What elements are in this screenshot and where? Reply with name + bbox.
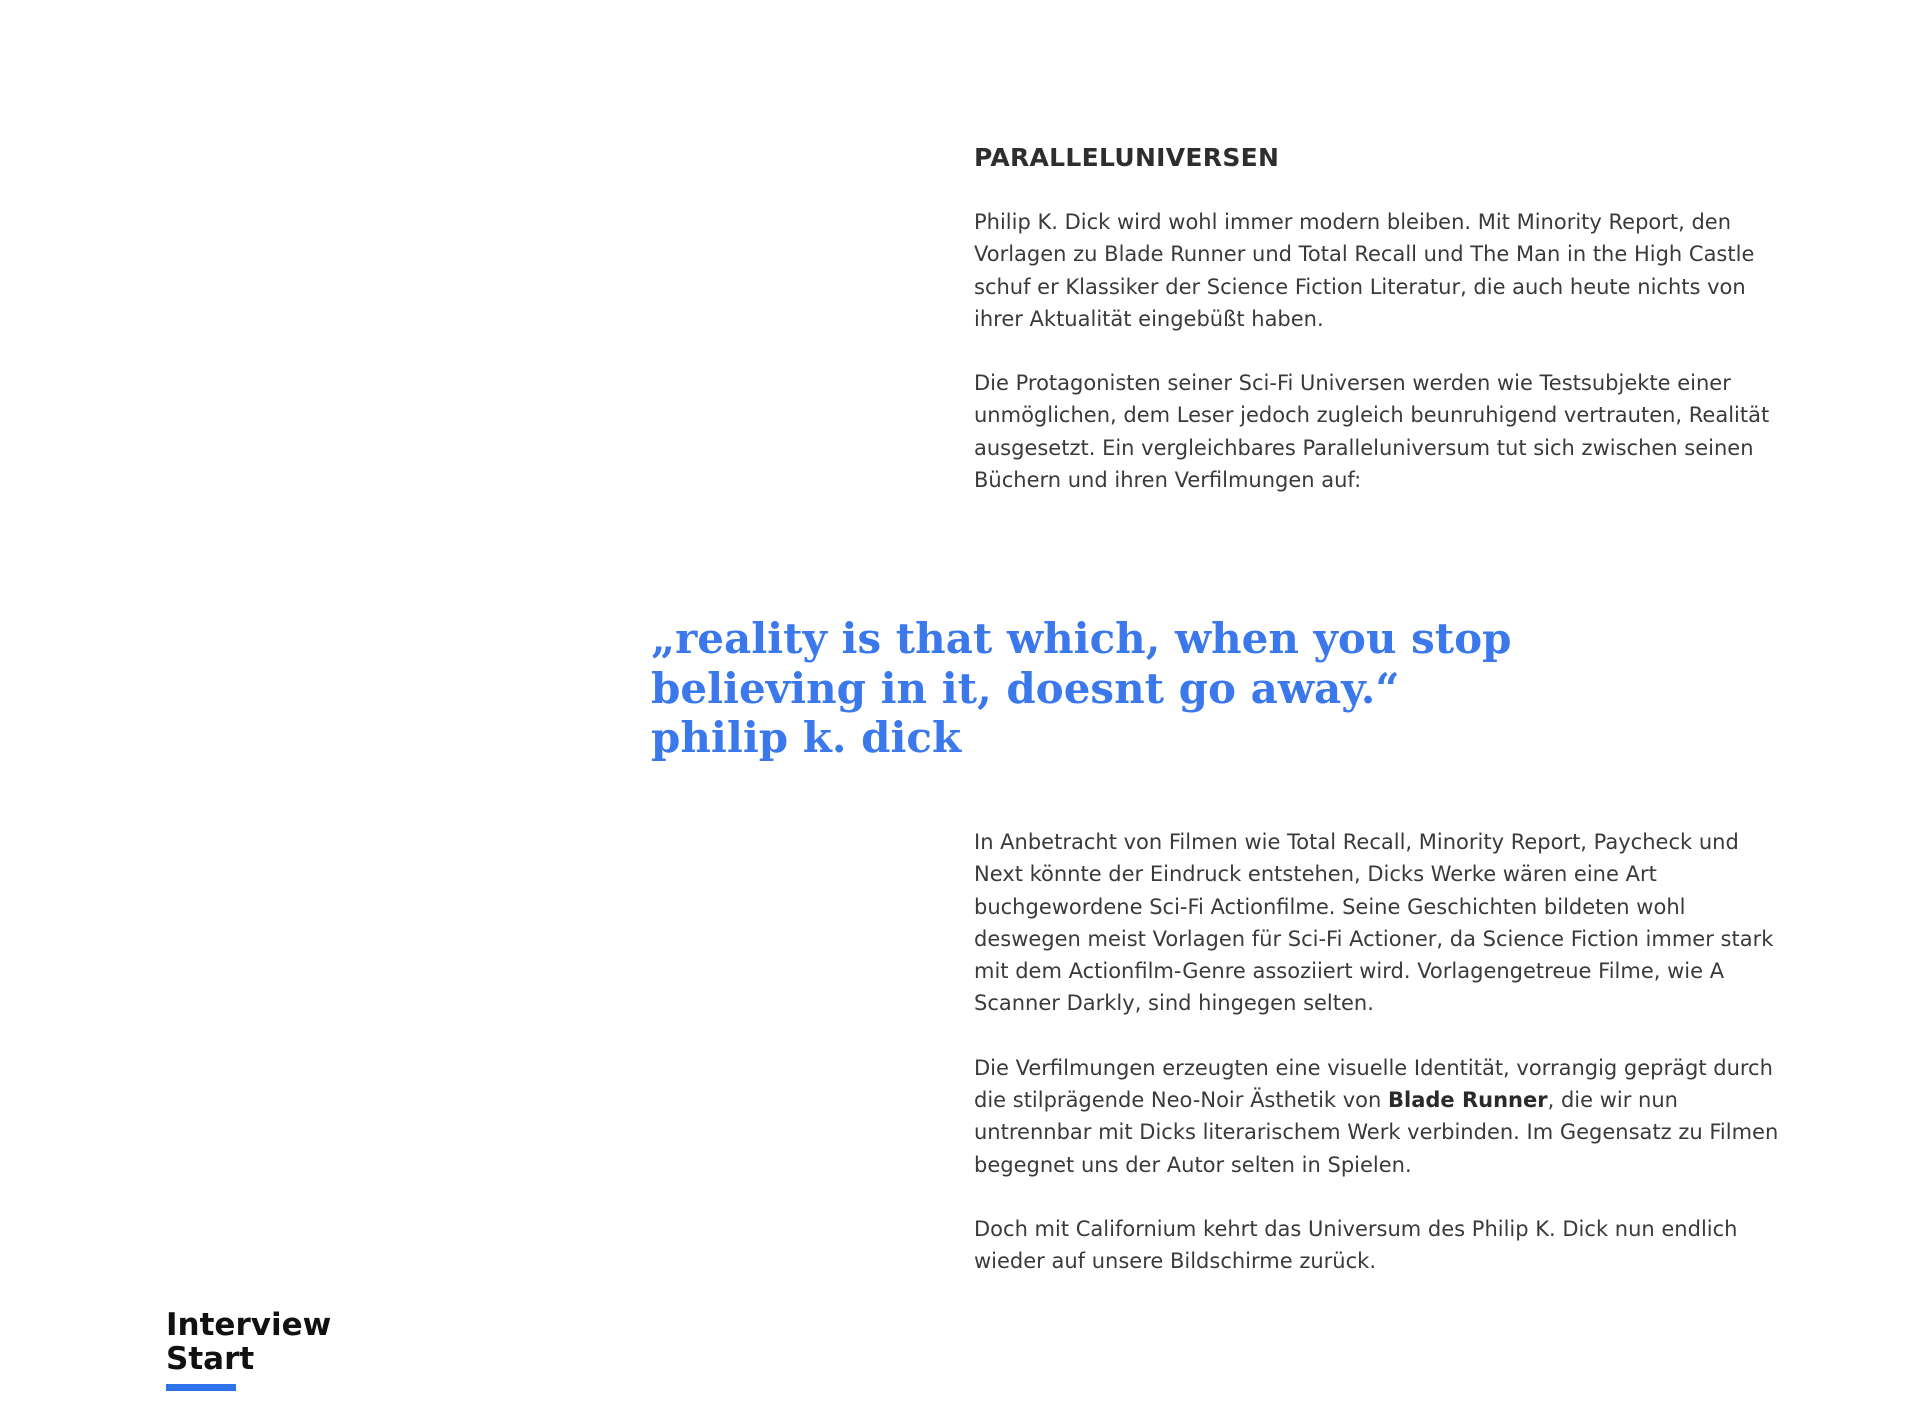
nav-line-1: Interview [166,1307,332,1343]
quote-line-2: believing in it, doesnt go away.“ [651,663,1400,713]
nav-line-2: Start [166,1341,255,1377]
blade-runner-emphasis: Blade Runner [1388,1088,1548,1113]
body-paragraph-2-text-b: , die wir nun untrennbar mit Dicks literarischem Werk verbinden. Im Gegensatz zu Filmen begegnet uns der Autor selten in Spielen. [974,1088,1779,1177]
article-body [974,826,1794,1310]
interview-start-link[interactable] [166,1308,386,1391]
quote-author: philip k. dick [651,713,962,762]
intro-paragraph-2: Die Protagonisten seiner Sci-Fi Universen werden wie Testsubjekte einer unmöglichen, dem Leser jedoch zugleich beunruhigend vertrauten, Realität ausgesetzt. Ein vergleichbares Paralleluniversum tut sich zwischen seinen Büchern und ihren Verfilmungen auf: [974,371,1770,493]
article-intro [974,143,1794,528]
body-paragraph-2-text-a: Die Verfilmungen erzeugten eine visuelle Identität, vorrangig geprägt durch die stilprägende Neo-Noir Ästhetik von [974,1055,1773,1113]
quote-line-1: „reality is that which, when you stop [651,614,1512,663]
nav-underline [166,1384,236,1391]
body-paragraph-2 [974,1052,1794,1181]
pull-quote [651,614,1651,763]
body-paragraph-1: In Anbetracht von Filmen wie Total Recall, Minority Report, Paycheck und Next könnte der Eindruck entstehen, Dicks Werke wären eine Art buchgewordene Sci-Fi Actionfilme. Seine Geschichten bildeten wohl deswegen meist Vorlagen für Sci-Fi Actioner, da Science Fiction immer stark mit dem Actionfilm-Genre assoziiert wird. Vorlagengetreue Filme, wie A Scanner Darkly, sind hingegen selten. [974,830,1774,1016]
section-title: PARALLELUNIVERSEN [974,143,1280,172]
interview-start-label [166,1308,386,1376]
body-paragraph-3: Doch mit Californium kehrt das Universum des Philip K. Dick nun endlich wieder auf unsere Bildschirme zurück. [974,1216,1738,1274]
intro-paragraph-1: Philip K. Dick wird wohl immer modern bleiben. Mit Minority Report, den Vorlagen zu Blade Runner und Total Recall und The Man in the High Castle schuf er Klassiker der Science Fiction Literatur, die auch heute nichts von ihrer Aktualität eingebüßt haben. [974,210,1755,331]
